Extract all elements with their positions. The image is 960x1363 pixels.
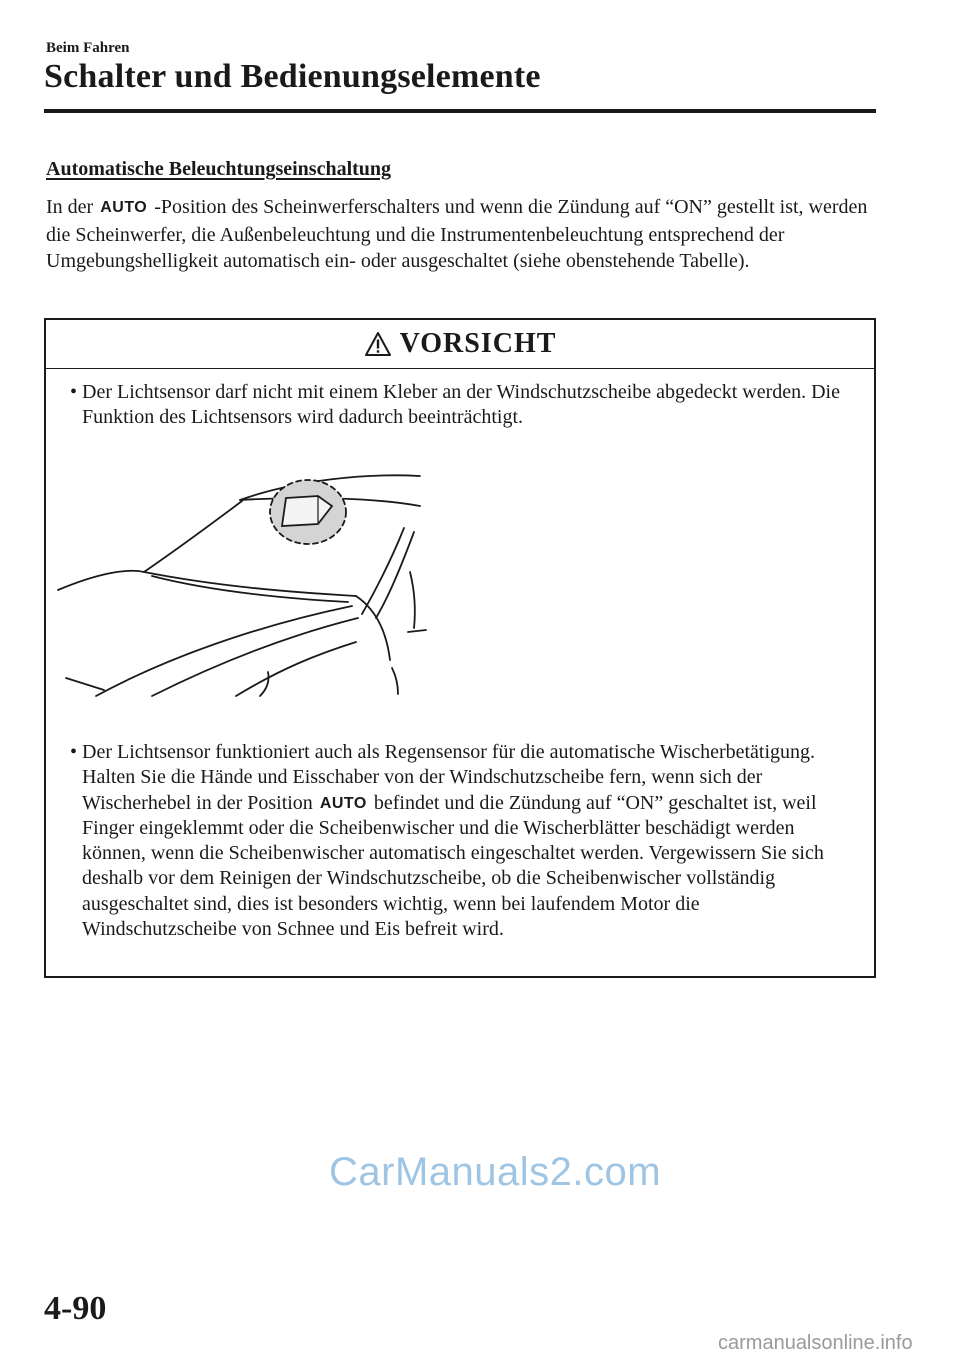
page-number: 4-90 [44,1290,107,1327]
caution-bullet-2-text [70,740,850,942]
caution-title: VORSICHT [399,328,557,359]
chapter-label: Beim Fahren [46,40,130,56]
intro-text-start: In der [46,196,94,218]
auto-icon: AUTO [319,794,367,812]
bullet-dot: • [70,741,78,763]
caution-bullet-2-text-start: Der Lichtsensor funktioniert auch als Regensensor für die automatische Wischerbetätigung. Halten Sie die Hände und Eisschaber von der Windschutzscheibe fern, wenn sich der Wischerhebel in der Position [82,741,816,814]
auto-icon: AUTO [100,199,148,216]
caution-bullet-1 [70,380,850,430]
intro-text-end: -Position des Scheinwerferschalters und wenn die Zündung auf “ON” gestellt ist, werden die Scheinwerfer, die Außenbeleuchtung und die Instrumentenbeleuchtung entsprechend der Umgebungshelligkeit automatisch ein- oder ausgeschaltet (siehe obenstehende Tabelle). [46,196,868,272]
caution-header [46,320,874,369]
caution-bullet-1-text: Der Lichtsensor darf nicht mit einem Kleber an der Windschutzscheibe abgedeckt werden. Die Funktion des Lichtsensors wird dadurch beeinträchtigt. [82,381,840,428]
title-rule [44,109,876,113]
watermark: CarManuals2.com [329,1150,662,1194]
section-title: Schalter und Bedienungselemente [44,58,541,95]
caution-box [44,318,876,978]
caution-bullet-2-text-end: befindet und die Zündung auf “ON” geschaltet ist, weil Finger eingeklemmt oder die Scheibenwischer und die Wischerblätter beschädigt werden können, wenn die Scheibenwischer automatisch eingeschaltet werden. Vergewissern Sie sich deshalb vor dem Reinigen der Windschutzscheibe, ob die Scheibenwischer vollständig ausgeschaltet sind, dies ist besonders wichtig, wenn bei laufendem Motor die Windschutzscheibe von Schnee und Eis befreit wird. [82,791,824,941]
subheading: Automatische Beleuchtungseinschaltung [46,158,392,180]
windshield-light-sensor-illustration [56,468,456,698]
caution-bullet-2 [70,740,850,942]
footer-site: carmanualsonline.info [718,1332,913,1354]
bullet-dot: • [70,381,78,403]
intro-paragraph [46,194,876,275]
warning-triangle-icon [364,331,392,357]
